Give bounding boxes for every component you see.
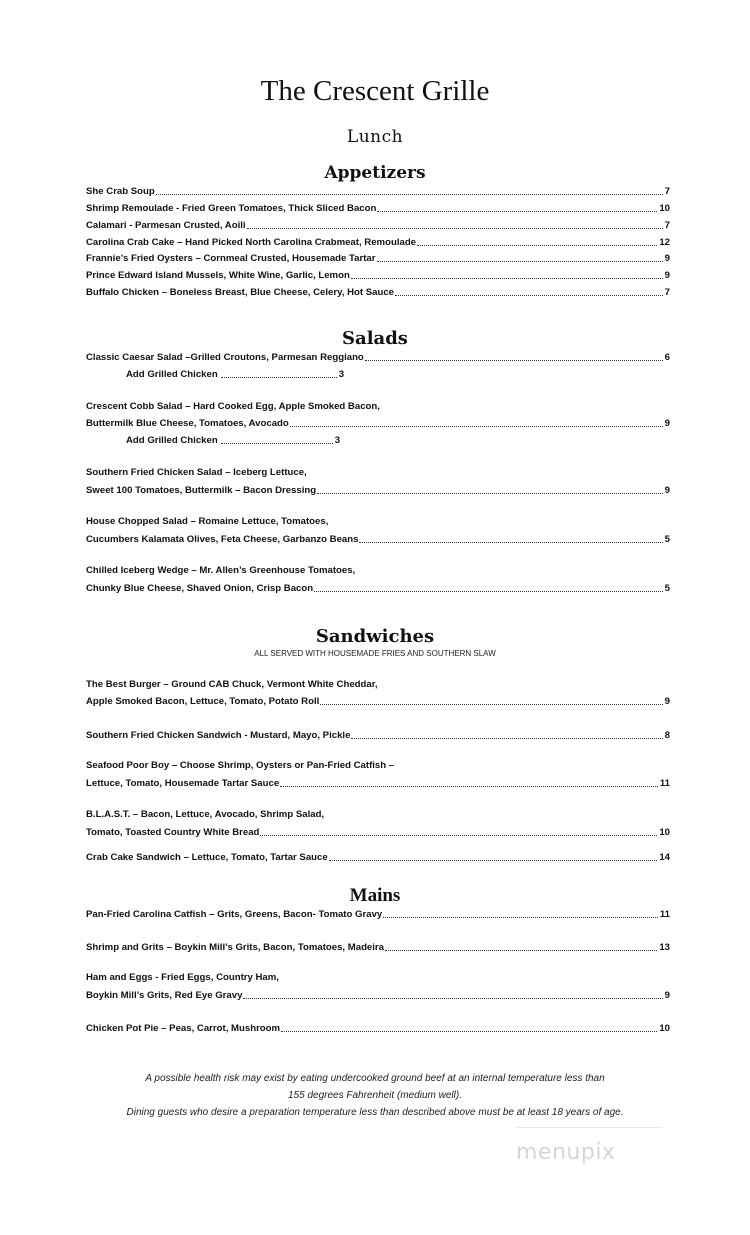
- menu-addon: Add Grilled Chicken 3: [126, 435, 341, 446]
- disclaimer-line: Dining guests who desire a preparation temperature less than described above must be at least 18 years of age.: [126, 1107, 624, 1118]
- menu-item: Carolina Crab Cake – Hand Picked North Carolina Crabmeat, Remoulade 12: [86, 237, 670, 248]
- menu-item-line: Crescent Cobb Salad – Hard Cooked Egg, Apple Smoked Bacon,: [86, 401, 380, 412]
- health-disclaimer: [0, 1070, 750, 1121]
- salads-heading: Salads: [342, 328, 408, 349]
- menu-item-line: Southern Fried Chicken Salad – Iceberg Lettuce,: [86, 467, 307, 478]
- sandwiches-note: ALL SERVED WITH HOUSEMADE FRIES AND SOUTHERN SLAW: [254, 649, 496, 658]
- sandwiches-heading: Sandwiches: [315, 626, 435, 647]
- disclaimer-line: A possible health risk may exist by eating undercooked ground beef at an internal temperature less than: [145, 1073, 605, 1084]
- menu-item: She Crab Soup 7: [86, 186, 670, 197]
- menu-item: Southern Fried Chicken Sandwich - Mustard, Mayo, Pickle 8: [86, 730, 670, 741]
- menu-item: Shrimp and Grits – Boykin Mill’s Grits, Bacon, Tomatoes, Madeira 13: [86, 942, 670, 953]
- menu-subtitle: Lunch: [346, 127, 404, 147]
- menu-item-line: The Best Burger – Ground CAB Chuck, Vermont White Cheddar,: [86, 679, 378, 690]
- menupix-watermark: menupix: [516, 1140, 616, 1165]
- menu-addon: Add Grilled Chicken 3: [126, 369, 345, 380]
- menu-item: Crab Cake Sandwich – Lettuce, Tomato, Tartar Sauce 14: [86, 852, 670, 863]
- menu-item-line: Chilled Iceberg Wedge – Mr. Allen’s Greenhouse Tomatoes,: [86, 565, 356, 576]
- menu-item: Cucumbers Kalamata Olives, Feta Cheese, Garbanzo Beans 5: [86, 534, 670, 545]
- menu-item-line: House Chopped Salad – Romaine Lettuce, Tomatoes,: [86, 516, 329, 527]
- menu-item: Apple Smoked Bacon, Lettuce, Tomato, Potato Roll 9: [86, 696, 670, 707]
- menu-item: Chunky Blue Cheese, Shaved Onion, Crisp Bacon 5: [86, 583, 670, 594]
- menu-item-line: Seafood Poor Boy – Choose Shrimp, Oysters or Pan-Fried Catfish –: [86, 760, 395, 771]
- menu-item: Calamari - Parmesan Crusted, Aoili 7: [86, 220, 670, 231]
- menu-item-line: B.L.A.S.T. – Bacon, Lettuce, Avocado, Shrimp Salad,: [86, 809, 325, 820]
- menu-item: Frannie’s Fried Oysters – Cornmeal Crusted, Housemade Tartar 9: [86, 253, 670, 264]
- menu-item: Classic Caesar Salad –Grilled Croutons, Parmesan Reggiano 6: [86, 352, 670, 363]
- menu-item: Chicken Pot Pie – Peas, Carrot, Mushroom 10: [86, 1023, 670, 1034]
- menu-item: Buttermilk Blue Cheese, Tomatoes, Avocado 9: [86, 418, 670, 429]
- menu-item: Lettuce, Tomato, Housemade Tartar Sauce 11: [86, 778, 670, 789]
- watermark-divider: [516, 1127, 662, 1128]
- disclaimer-line: 155 degrees Fahrenheit (medium well).: [288, 1090, 462, 1101]
- appetizers-heading: Appetizers: [324, 163, 426, 183]
- menu-item: Shrimp Remoulade - Fried Green Tomatoes, Thick Sliced Bacon 10: [86, 203, 670, 214]
- restaurant-title: The Crescent Grille: [260, 75, 490, 107]
- menu-item: Tomato, Toasted Country White Bread 10: [86, 827, 670, 838]
- menu-item: Boykin Mill’s Grits, Red Eye Gravy 9: [86, 990, 670, 1001]
- menu-item: Sweet 100 Tomatoes, Buttermilk – Bacon Dressing 9: [86, 485, 670, 496]
- menu-item-line: Ham and Eggs - Fried Eggs, Country Ham,: [86, 972, 279, 983]
- mains-heading: Mains: [349, 885, 401, 906]
- menu-item: Prince Edward Island Mussels, White Wine, Garlic, Lemon 9: [86, 270, 670, 281]
- menu-item: Buffalo Chicken – Boneless Breast, Blue Cheese, Celery, Hot Sauce 7: [86, 287, 670, 298]
- menu-item: Pan-Fried Carolina Catfish – Grits, Greens, Bacon- Tomato Gravy 11: [86, 909, 670, 920]
